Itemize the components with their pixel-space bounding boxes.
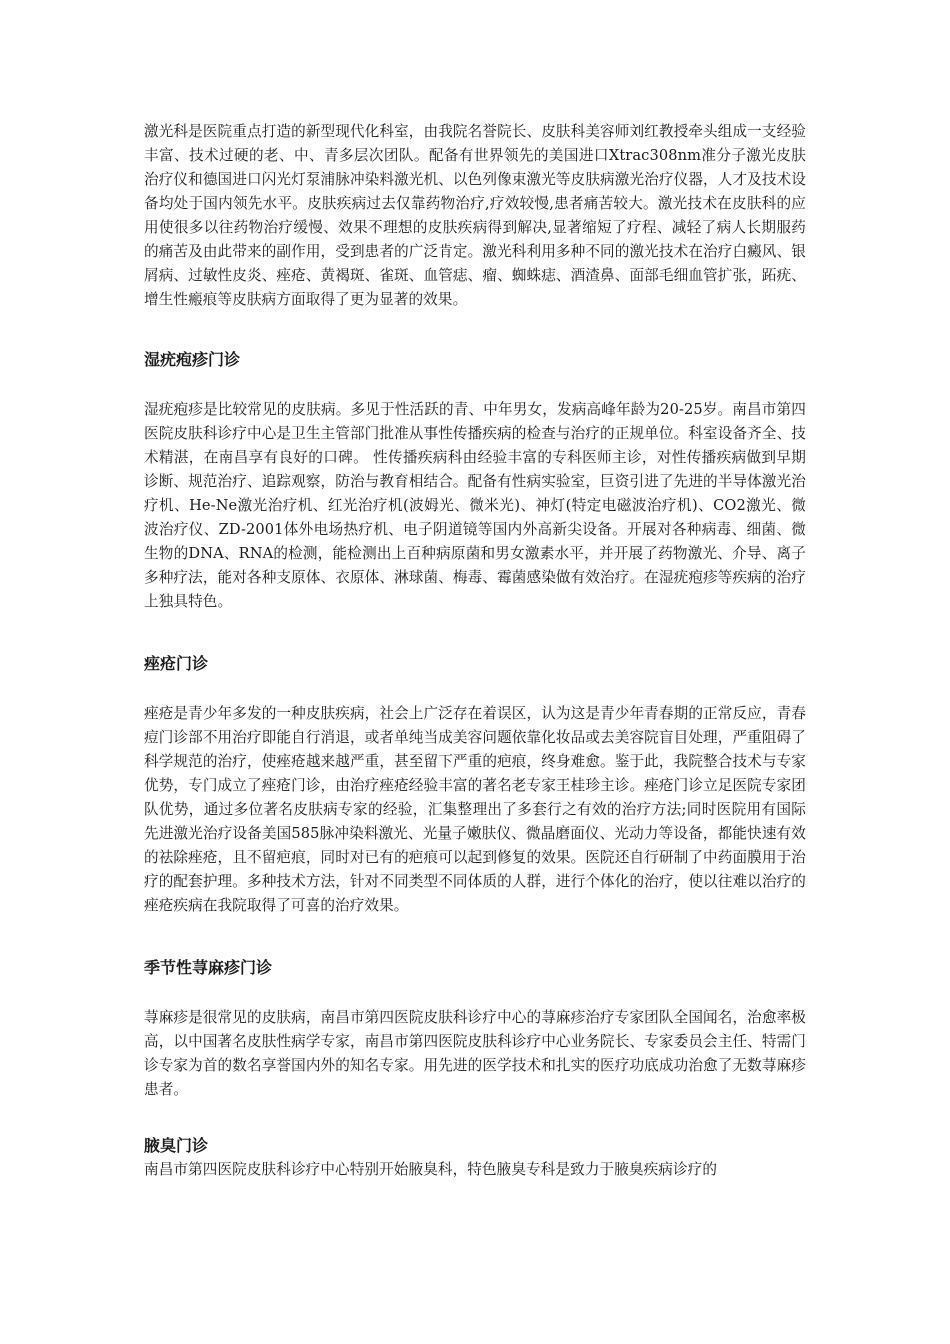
section-heading-warts-herpes: 湿疣疱疹门诊 [144,350,241,369]
section-body-acne: 痤疮是青少年多发的一种皮肤疾病，社会上广泛存在着误区，认为这是青少年青春期的正常反应，青春痘门诊部不用治疗即能自行消退，或者单纯当成美容问题依靠化妆品或去美容院盲目处理，严重阻碍了科学规范的治疗，使痤疮越来越严重，甚至留下严重的疤痕，终身难愈。鉴于此，我院整合技术与专家优势，专门成立了痤疮门诊，由治疗痤疮经验丰富的著名老专家王桂珍主诊。痤疮门诊立足医院专家团队优势，通过多位著名皮肤病专家的经验，汇集整理出了多套行之有效的治疗方法;同时医院用有国际先进激光治疗设备美国585脉冲染料激光、光量子嫩肤仪、微晶磨面仪、光动力等设备，都能快速有效的祛除痤疮，且不留疤痕，同时对已有的疤痕可以起到修复的效果。医院还自行研制了中药面膜用于治疗的配套护理。多种技术方法，针对不同类型不同体质的人群，进行个体化的治疗，使以往难以治疗的痤疮疾病在我院取得了可喜的治疗效果。 [144,705,806,914]
section-heading-body-odor: 腋臭门诊 [144,1136,209,1155]
section-heading-urticaria: 季节性荨麻疹门诊 [144,958,273,977]
intro-paragraph: 激光科是医院重点打造的新型现代化科室，由我院名誉院长、皮肤科美容师刘红教授牵头组成一支经验丰富、技术过硬的老、中、青多层次团队。配备有世界领先的美国进口Xtrac308nm准分子激光皮肤治疗仪和德国进口闪光灯泵浦脉冲染料激光机、以色列像束激光等皮肤病激光治疗仪器，人才及技术设备均处于国内领先水平。皮肤疾病过去仅靠药物治疗,疗效较慢,患者痛苦较大。激光技术在皮肤科的应用使很多以往药物治疗缓慢、效果不理想的皮肤疾病得到解决,显著缩短了疗程、减轻了病人长期服药的痛苦及由此带来的副作用，受到患者的广泛肯定。激光科利用多种不同的激光技术在治疗白癜风、银屑病、过敏性皮炎、痤疮、黄褐斑、雀斑、血管痣、瘤、蜘蛛痣、酒渣鼻、面部毛细血管扩张，跖疣、增生性瘢痕等皮肤病方面取得了更为显著的效果。 [144,123,806,308]
section-body-urticaria: 荨麻疹是很常见的皮肤病，南昌市第四医院皮肤科诊疗中心的荨麻疹治疗专家团队全国闻名，治愈率极高，以中国著名皮肤性病学专家，南昌市第四医院皮肤科诊疗中心业务院长、专家委员会主任、特需门诊专家为首的数名享誉国内外的知名专家。用先进的医学技术和扎实的医疗功底成功治愈了无数荨麻疹患者。 [144,1009,806,1098]
document-page [144,120,806,1182]
section-body-warts-herpes: 湿疣疱疹是比较常见的皮肤病。多见于性活跃的青、中年男女，发病高峰年龄为20-25岁。南昌市第四医院皮肤科诊疗中心是卫生主管部门批准从事性传播疾病的检查与治疗的正规单位。科室设备齐全、技术精湛，在南昌享有良好的口碑。 性传播疾病科由经验丰富的专科医师主诊，对性传播疾病做到早期诊断、规范治疗、追踪观察，防治与教育相结合。配备有性病实验室，巨资引进了先进的半导体激光治疗机、He-Ne激光治疗机、红光治疗机(波姆光、微米光)、神灯(特定电磁波治疗机)、CO2激光、微波治疗仪、ZD-2001体外电场热疗机、电子阴道镜等国内外高新尖设备。开展对各种病毒、细菌、微生物的DNA、RNA的检测，能检测出上百种病原菌和男女激素水平，并开展了药物激光、介导、离子多种疗法，能对各种支原体、衣原体、淋球菌、梅毒、霉菌感染做有效治疗。在湿疣疱疹等疾病的治疗上独具特色。 [144,401,806,610]
section-heading-acne: 痤疮门诊 [144,654,209,673]
section-body-body-odor: 南昌市第四医院皮肤科诊疗中心特别开始腋臭科，特色腋臭专科是致力于腋臭疾病诊疗的 [144,1161,718,1178]
